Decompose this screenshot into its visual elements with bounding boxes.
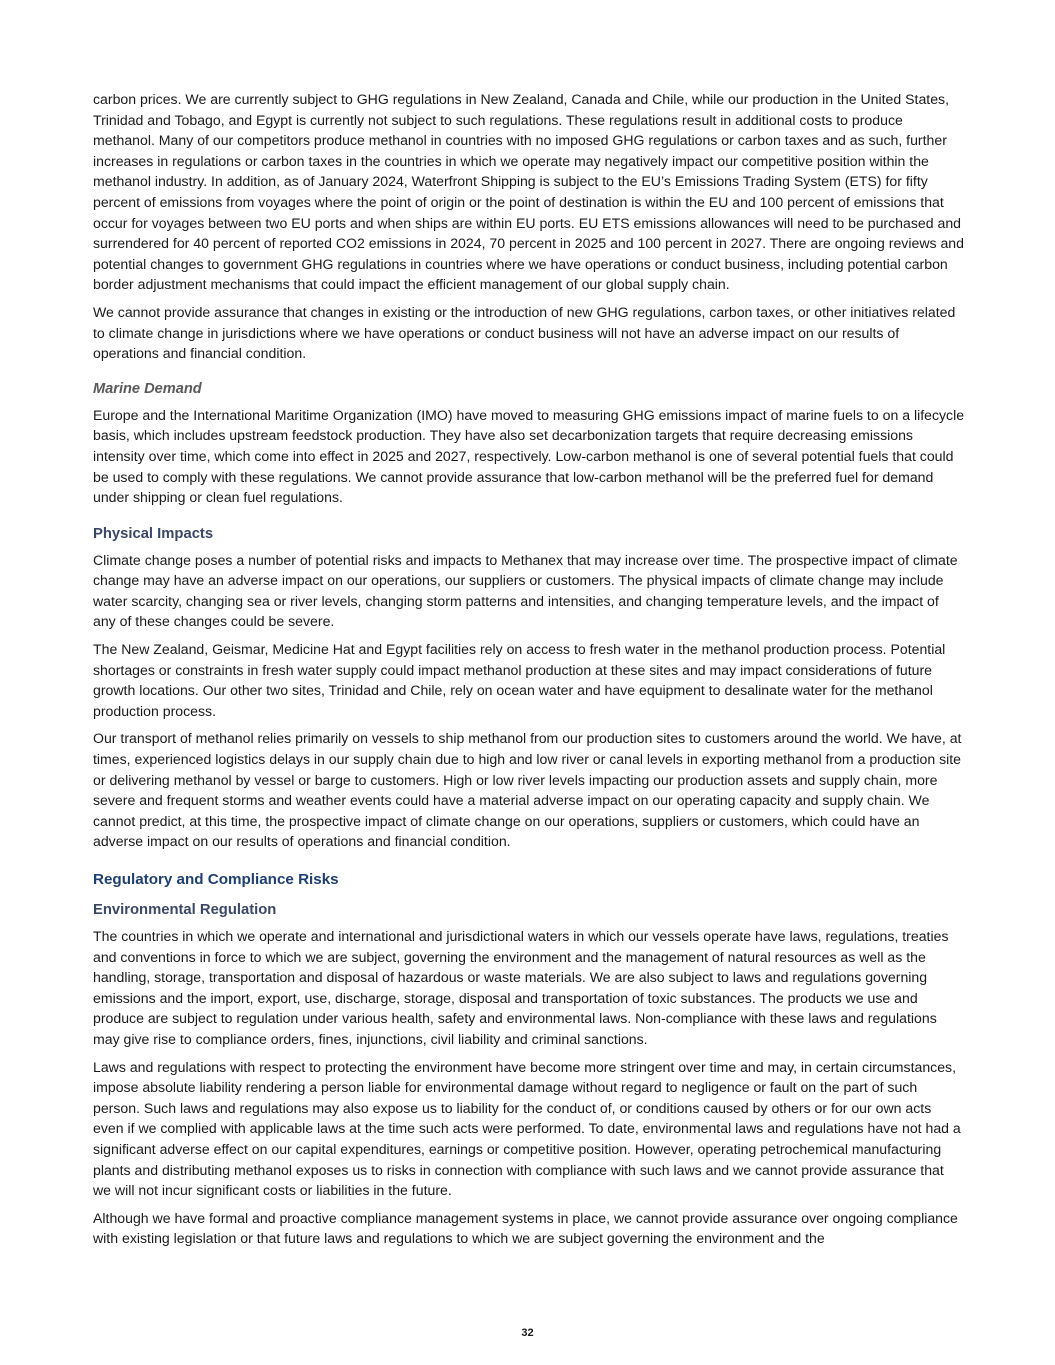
- document-page: [93, 89, 965, 1256]
- marine-demand-paragraph-1: Europe and the International Maritime Organization (IMO) have moved to measuring GHG emissions impact of marine fuels to on a lifecycle basis, which includes upstream feedstock production. They have also set decarbonization targets that require decreasing emissions intensity over time, which come into effect in 2025 and 2027, respectively. Low-carbon methanol is one of several potential fuels that could be used to comply with these regulations. We cannot provide assurance that low-carbon methanol will be the preferred fuel for demand under shipping or clean fuel regulations.: [93, 406, 965, 506]
- environmental-regulation-heading: Environmental Regulation: [93, 902, 277, 918]
- environmental-regulation-paragraph-2: Laws and regulations with respect to protecting the environment have become more stringent over time and may, in certain circumstances, impose absolute liability rendering a person liable for environmental damage without regard to negligence or fault on the part of such person. Such laws and regulations may also expose us to liability for the conduct of, or conditions caused by others or for our own acts even if we complied with applicable laws at the time such acts were performed. To date, environmental laws and regulations have not had a significant adverse effect on our capital expenditures, earnings or competitive position. However, operating petrochemical manufacturing plants and distributing methanol exposes us to risks in connection with compliance with such laws and we cannot provide assurance that we will not incur significant costs or liabilities in the future.: [93, 1058, 961, 1199]
- intro-paragraph-1: carbon prices. We are currently subject to GHG regulations in New Zealand, Canada and Chile, while our production in the United States, Trinidad and Tobago, and Egypt is currently not subject to such regulations. These regulations result in additional costs to produce methanol. Many of our competitors produce methanol in countries with no imposed GHG regulations or carbon taxes and as such, further increases in regulations or carbon taxes in the countries in which we operate may negatively impact our competitive position within the methanol industry. In addition, as of January 2024, Waterfront Shipping is subject to the EU’s Emissions Trading System (ETS) for fifty percent of emissions from voyages where the point of origin or the point of destination is within the EU and 100 percent of emissions that occur for voyages between two EU ports and when ships are within EU ports. EU ETS emissions allowances will need to be purchased and surrendered for 40 percent of reported CO2 emissions in 2024, 70 percent in 2025 and 100 percent in 2027. There are ongoing reviews and potential changes to government GHG regulations in countries where we have operations or conduct business, including potential carbon border adjustment mechanisms that could impact the efficient management of our global supply chain.: [93, 91, 964, 293]
- physical-impacts-heading: Physical Impacts: [93, 525, 214, 542]
- environmental-regulation-paragraph-1: The countries in which we operate and international and jurisdictional waters in which our vessels operate have laws, regulations, treaties and conventions in force to which we are subject, governing the environment and the management of natural resources as well as the handling, storage, transportation and disposal of hazardous or waste materials. We are also subject to laws and regulations governing emissions and the import, export, use, discharge, storage, disposal and transportation of toxic substances. The products we use and produce are subject to regulation under various health, safety and environmental laws. Non-compliance with these laws and regulations may give rise to compliance orders, fines, injunctions, civil liability and criminal sanctions.: [93, 928, 949, 1047]
- marine-demand-heading: Marine Demand: [93, 380, 202, 397]
- physical-impacts-paragraph-1: Climate change poses a number of potential risks and impacts to Methanex that may increase over time. The prospective impact of climate change may have an adverse impact on our operations, our suppliers or customers. The physical impacts of climate change may include water scarcity, changing sea or river levels, changing storm patterns and intensities, and changing temperature levels, and the impact of any of these changes could be severe.: [93, 551, 958, 630]
- environmental-regulation-paragraph-3: Although we have formal and proactive compliance management systems in place, we cannot provide assurance over ongoing compliance with existing legislation or that future laws and regulations to which we are subject governing the environment and the: [93, 1209, 958, 1247]
- physical-impacts-paragraph-3: Our transport of methanol relies primarily on vessels to ship methanol from our production sites to customers around the world. We have, at times, experienced logistics delays in our supply chain due to high and low river or canal levels in exporting methanol from a production site or delivering methanol by vessel or barge to customers. High or low river levels impacting our production assets and supply chain, more severe and frequent storms and weather events could have a material adverse impact on our operating capacity and supply chain. We cannot predict, at this time, the prospective impact of climate change on our operations, suppliers or customers, which could have an adverse impact on our results of operations and financial condition.: [93, 730, 962, 850]
- physical-impacts-paragraph-2: The New Zealand, Geismar, Medicine Hat and Egypt facilities rely on access to fresh water in the methanol production process. Potential shortages or constraints in fresh water supply could impact methanol production at these sites and may impact considerations of future growth locations. Our other two sites, Trinidad and Chile, rely on ocean water and have equipment to desalinate water for the methanol production process.: [93, 641, 946, 719]
- intro-paragraph-2: We cannot provide assurance that changes in existing or the introduction of new GHG regulations, carbon taxes, or other initiatives related to climate change in jurisdictions where we have operations or conduct business will not have an adverse impact on our results of operations and financial condition.: [93, 303, 956, 362]
- regulatory-compliance-heading: Regulatory and Compliance Risks: [93, 871, 339, 888]
- page-number: 32: [521, 1327, 534, 1339]
